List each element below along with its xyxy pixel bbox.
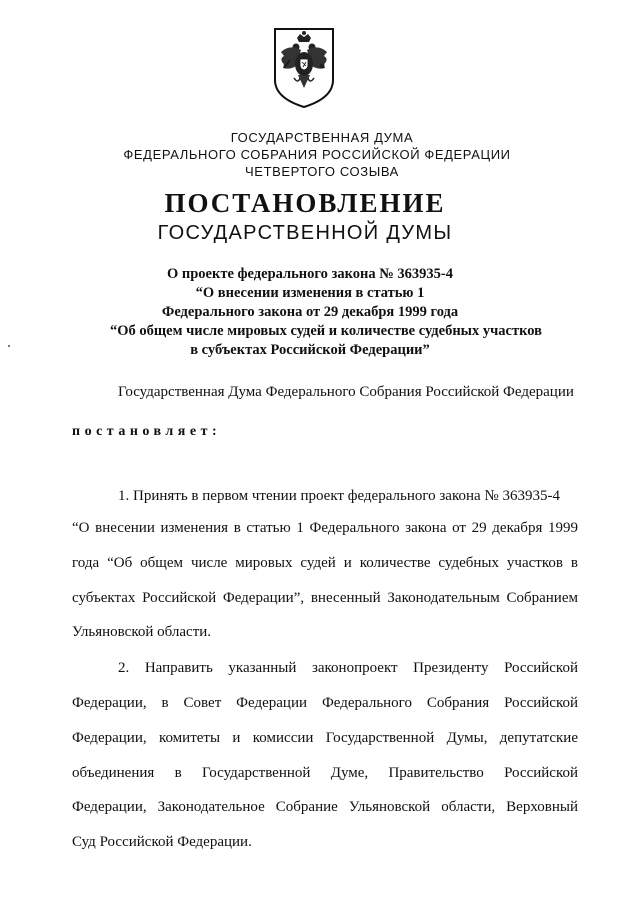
header-line-assembly: ФЕДЕРАЛЬНОГО СОБРАНИЯ РОССИЙСКОЙ ФЕДЕРАЦИИ: [123, 147, 511, 162]
header-line-duma: ГОСУДАРСТВЕННАЯ ДУМА: [230, 130, 414, 145]
paragraph-line: Федерации, комитеты и комиссии Государственной Думы, депутатские: [72, 730, 578, 746]
paragraph-line: “О внесении изменения в статью 1 Федерального закона от 29 декабря 1999: [72, 520, 578, 536]
subject-line: “Об общем числе мировых судей и количестве судебных участков: [110, 323, 542, 339]
paragraph-line: Федерации, Законодательное Собрание Ульяновской области, Верховный: [72, 799, 578, 815]
paragraph-line: Ульяновской области.: [72, 624, 212, 640]
header-line-convocation: ЧЕТВЕРТОГО СОЗЫВА: [245, 164, 399, 179]
paragraph-line: Суд Российской Федерации.: [72, 834, 252, 850]
document-subtitle: ГОСУДАРСТВЕННОЙ ДУМЫ: [157, 222, 453, 244]
paragraph-line: 1. Принять в первом чтении проект федерального закона № 363935-4: [118, 488, 560, 504]
document-subject: [110, 265, 542, 360]
subject-line: Федерального закона от 29 декабря 1999 года: [161, 304, 459, 320]
subject-line: в субъектах Российской Федерации”: [190, 342, 430, 358]
subject-line: О проекте федерального закона № 363935-4: [166, 266, 454, 282]
paragraph-line: Федерации, в Совет Федерации Федерального Собрания Российской: [72, 695, 578, 711]
subject-line: “О внесении изменения в статью 1: [195, 285, 425, 301]
scan-speck: [8, 345, 10, 347]
decree-word: постановляет:: [72, 424, 222, 439]
paragraph-line: субъектах Российской Федерации”, внесенный Законодательным Собранием: [72, 590, 578, 606]
state-emblem-icon: [272, 26, 336, 110]
paragraph-line: объединения в Государственной Думе, Правительство Российской: [72, 765, 578, 781]
document-title: ПОСТАНОВЛЕНИЕ: [164, 188, 446, 218]
paragraph-line: года “Об общем числе мировых судей и количестве судебных участков в: [72, 555, 578, 571]
intro-text: Государственная Дума Федерального Собрания Российской Федерации: [118, 384, 574, 400]
paragraph-line: 2. Направить указанный законопроект Президенту Российской: [118, 660, 578, 676]
